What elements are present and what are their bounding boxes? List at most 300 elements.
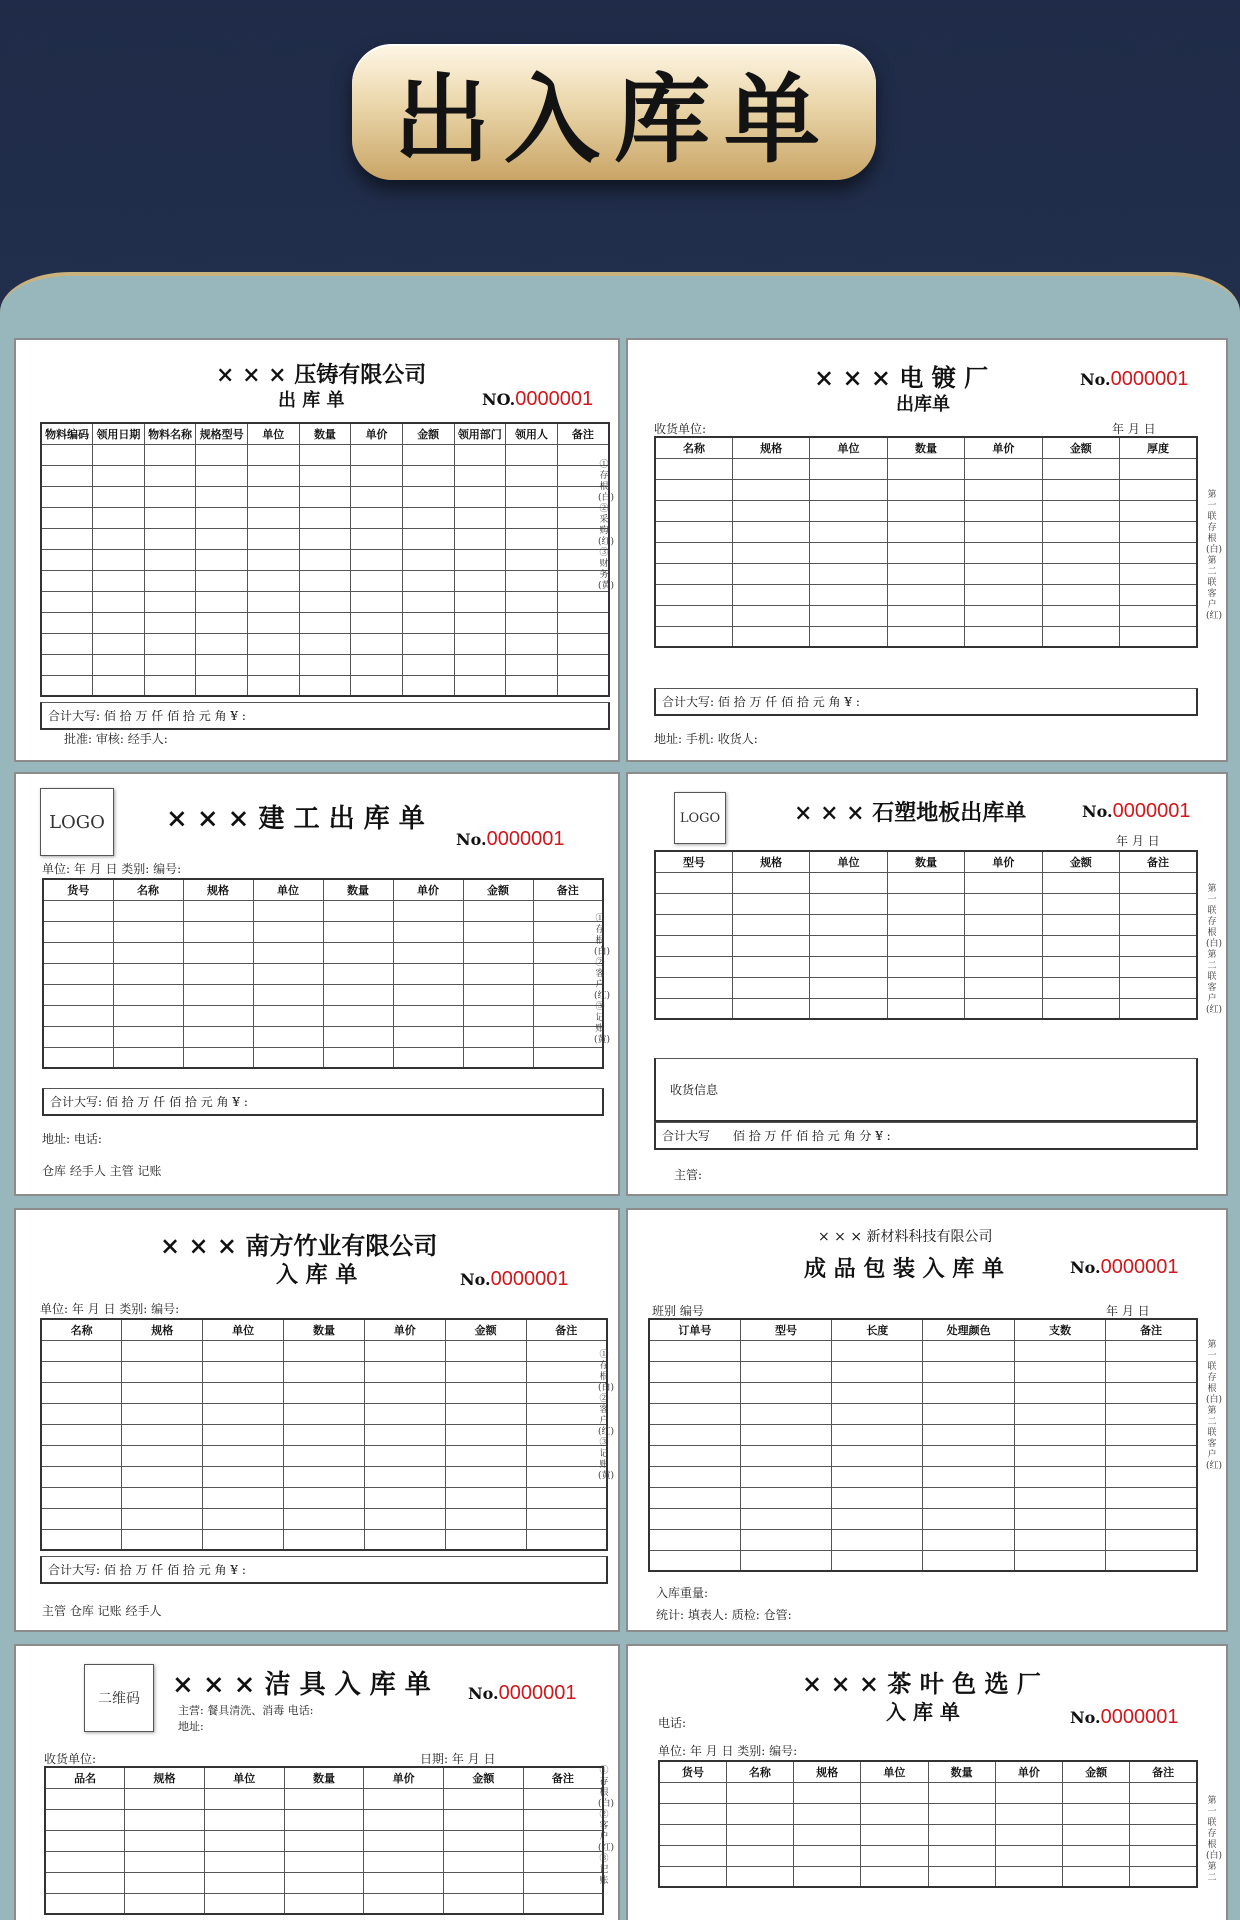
- table-cell: [526, 1529, 607, 1550]
- table-cell: [923, 1361, 1014, 1382]
- column-header: 单位: [810, 851, 887, 872]
- table-cell: [533, 1047, 603, 1068]
- column-header: 规格: [732, 851, 809, 872]
- table-cell: [1120, 500, 1197, 521]
- table-cell: [364, 1851, 444, 1872]
- table-cell: [93, 444, 145, 465]
- table-cell: [887, 977, 964, 998]
- table-row: [45, 1830, 603, 1851]
- table-cell: [523, 1830, 603, 1851]
- table-cell: [810, 563, 887, 584]
- table-cell: [393, 1005, 463, 1026]
- table-cell: [1042, 935, 1119, 956]
- table-row: [41, 549, 609, 570]
- table-cell: [995, 1782, 1062, 1803]
- table-cell: [43, 921, 113, 942]
- table-cell: [506, 591, 558, 612]
- table-cell: [445, 1403, 526, 1424]
- table-cell: [1042, 977, 1119, 998]
- table-row: [655, 500, 1197, 521]
- table-cell: [122, 1466, 203, 1487]
- table-cell: [144, 591, 196, 612]
- table-cell: [506, 570, 558, 591]
- table-cell: [41, 1403, 122, 1424]
- column-header: 金额: [1042, 851, 1119, 872]
- table-cell: [1014, 1361, 1105, 1382]
- table-cell: [1042, 500, 1119, 521]
- table-cell: [1106, 1529, 1197, 1550]
- column-header: 单位: [248, 423, 300, 444]
- table-cell: [732, 998, 809, 1019]
- column-header: 单价: [393, 879, 463, 900]
- table-cell: [506, 486, 558, 507]
- table-cell: [1014, 1466, 1105, 1487]
- table-cell: [144, 675, 196, 696]
- table-cell: [364, 1487, 445, 1508]
- table-row: [41, 1508, 607, 1529]
- table-row: [43, 1026, 603, 1047]
- table-cell: [364, 1893, 444, 1914]
- table-cell: [732, 479, 809, 500]
- table-cell: [506, 507, 558, 528]
- table-cell: [887, 521, 964, 542]
- table-cell: [203, 1445, 284, 1466]
- table-cell: [832, 1487, 923, 1508]
- column-header: 领用日期: [93, 423, 145, 444]
- table-cell: [810, 893, 887, 914]
- table-cell: [122, 1361, 203, 1382]
- table-cell: [248, 633, 300, 654]
- table-cell: [299, 612, 351, 633]
- table-cell: [203, 1529, 284, 1550]
- inbound-weight-label: 入库重量:: [656, 1586, 709, 1600]
- table-cell: [533, 1026, 603, 1047]
- table-cell: [284, 1830, 364, 1851]
- table-row: [655, 998, 1197, 1019]
- table-cell: [253, 942, 323, 963]
- table-cell: [1014, 1424, 1105, 1445]
- table-cell: [887, 956, 964, 977]
- table-cell: [928, 1824, 995, 1845]
- table-row: [655, 935, 1197, 956]
- table-cell: [965, 605, 1042, 626]
- column-header: 规格: [794, 1761, 861, 1782]
- table-cell: [1042, 956, 1119, 977]
- table-cell: [659, 1824, 726, 1845]
- table-cell: [533, 900, 603, 921]
- table-cell: [284, 1445, 365, 1466]
- table-row: [43, 942, 603, 963]
- table-cell: [144, 570, 196, 591]
- table-cell: [533, 963, 603, 984]
- table-cell: [732, 626, 809, 647]
- table-cell: [887, 605, 964, 626]
- table-row: [649, 1361, 1197, 1382]
- table-cell: [299, 465, 351, 486]
- table-row: [41, 1382, 607, 1403]
- table-cell: [284, 1424, 365, 1445]
- table-cell: [726, 1803, 793, 1824]
- table-cell: [1120, 956, 1197, 977]
- table-cell: [445, 1445, 526, 1466]
- table-cell: [1130, 1866, 1197, 1887]
- form-table: [42, 878, 611, 1069]
- table-cell: [506, 528, 558, 549]
- table-cell: [506, 633, 558, 654]
- table-cell: [810, 521, 887, 542]
- form-footer: 批准: 审核: 经手人:: [64, 732, 168, 746]
- table-cell: [887, 542, 964, 563]
- table-cell: [125, 1788, 205, 1809]
- table-cell: [41, 486, 93, 507]
- column-header: 单位: [810, 437, 887, 458]
- table-cell: [1130, 1782, 1197, 1803]
- table-cell: [444, 1830, 524, 1851]
- table-row: [649, 1550, 1197, 1571]
- table-cell: [810, 542, 887, 563]
- table-cell: [887, 998, 964, 1019]
- table-cell: [41, 1529, 122, 1550]
- column-header: 规格: [125, 1767, 205, 1788]
- table-cell: [125, 1872, 205, 1893]
- table-cell: [655, 479, 732, 500]
- table-cell: [122, 1340, 203, 1361]
- table-cell: [144, 528, 196, 549]
- table-cell: [965, 542, 1042, 563]
- table-cell: [113, 921, 183, 942]
- table-cell: [649, 1361, 740, 1382]
- table-cell: [732, 893, 809, 914]
- table-row: [649, 1445, 1197, 1466]
- table-cell: [284, 1508, 365, 1529]
- table-cell: [43, 1005, 113, 1026]
- table-cell: [351, 570, 403, 591]
- table-cell: [402, 591, 454, 612]
- table-row: [41, 1487, 607, 1508]
- table-cell: [45, 1851, 125, 1872]
- table-cell: [351, 465, 403, 486]
- table-cell: [196, 591, 248, 612]
- table-row: [659, 1782, 1197, 1803]
- table-row: [649, 1403, 1197, 1424]
- table-row: [43, 900, 603, 921]
- table-cell: [523, 1893, 603, 1914]
- table-cell: [995, 1824, 1062, 1845]
- table-cell: [444, 1893, 524, 1914]
- table-cell: [203, 1382, 284, 1403]
- table-cell: [402, 654, 454, 675]
- table-cell: [1120, 521, 1197, 542]
- table-cell: [1120, 605, 1197, 626]
- table-cell: [402, 570, 454, 591]
- table-cell: [1042, 521, 1119, 542]
- table-cell: [928, 1845, 995, 1866]
- table-row: [659, 1845, 1197, 1866]
- table-cell: [1130, 1824, 1197, 1845]
- table-cell: [253, 921, 323, 942]
- table-cell: [1106, 1382, 1197, 1403]
- table-cell: [557, 612, 609, 633]
- table-cell: [93, 486, 145, 507]
- table-cell: [1063, 1803, 1130, 1824]
- table-cell: [526, 1361, 607, 1382]
- table-cell: [1106, 1424, 1197, 1445]
- table-cell: [1130, 1803, 1197, 1824]
- table-row: [655, 458, 1197, 479]
- table-cell: [248, 591, 300, 612]
- table-cell: [1014, 1382, 1105, 1403]
- table-cell: [740, 1403, 831, 1424]
- table-row: [655, 521, 1197, 542]
- form-table: [40, 422, 615, 697]
- form-footer: 主管 仓库 记账 经手人: [42, 1604, 162, 1618]
- table-cell: [923, 1340, 1014, 1361]
- column-header: 处理颜色: [923, 1319, 1014, 1340]
- table-cell: [183, 900, 253, 921]
- table-cell: [923, 1424, 1014, 1445]
- table-row: [41, 444, 609, 465]
- table-cell: [463, 984, 533, 1005]
- column-header: 备注: [1106, 1319, 1197, 1340]
- copy-note: 第一联存根(白) 第二联客户(红): [1206, 490, 1223, 621]
- table-cell: [1014, 1529, 1105, 1550]
- table-cell: [810, 956, 887, 977]
- table-cell: [351, 612, 403, 633]
- table-cell: [810, 914, 887, 935]
- table-cell: [122, 1424, 203, 1445]
- table-cell: [923, 1445, 1014, 1466]
- table-cell: [402, 612, 454, 633]
- table-cell: [93, 528, 145, 549]
- column-header: 金额: [1042, 437, 1119, 458]
- table-cell: [526, 1340, 607, 1361]
- page-title-banner: [352, 44, 876, 180]
- table-cell: [323, 963, 393, 984]
- serial-number: No.0000001: [1070, 1706, 1179, 1728]
- table-cell: [740, 1487, 831, 1508]
- table-cell: [454, 654, 506, 675]
- column-header: 单价: [351, 423, 403, 444]
- table-cell: [832, 1550, 923, 1571]
- table-row: [649, 1382, 1197, 1403]
- form-electroplating-outbound: [626, 338, 1228, 762]
- table-cell: [861, 1803, 928, 1824]
- table-cell: [861, 1824, 928, 1845]
- table-row: [655, 626, 1197, 647]
- table-cell: [965, 458, 1042, 479]
- column-header: 单位: [203, 1319, 284, 1340]
- table-cell: [526, 1466, 607, 1487]
- form-footer: 地址: 手机: 收货人:: [654, 732, 758, 746]
- serial-number: No.0000001: [1082, 800, 1191, 822]
- copy-note: 第一联存根(白) 第二: [1206, 1796, 1223, 1883]
- column-header: 备注: [1130, 1761, 1197, 1782]
- table-cell: [1014, 1445, 1105, 1466]
- table-cell: [41, 528, 93, 549]
- serial-number: No.0000001: [1080, 368, 1189, 390]
- column-header: 单价: [995, 1761, 1062, 1782]
- column-header: 单价: [364, 1319, 445, 1340]
- table-row: [43, 1005, 603, 1026]
- table-cell: [299, 570, 351, 591]
- column-header: 规格: [732, 437, 809, 458]
- table-cell: [454, 591, 506, 612]
- table-cell: [351, 633, 403, 654]
- table-cell: [655, 956, 732, 977]
- table-cell: [445, 1382, 526, 1403]
- table-cell: [533, 942, 603, 963]
- table-cell: [1042, 872, 1119, 893]
- table-cell: [299, 633, 351, 654]
- table-cell: [887, 584, 964, 605]
- table-cell: [41, 591, 93, 612]
- table-cell: [41, 675, 93, 696]
- table-cell: [351, 444, 403, 465]
- table-cell: [1042, 914, 1119, 935]
- table-row: [41, 1445, 607, 1466]
- table-cell: [41, 1508, 122, 1529]
- table-cell: [41, 1445, 122, 1466]
- table-row: [41, 654, 609, 675]
- table-cell: [732, 458, 809, 479]
- table-cell: [1042, 563, 1119, 584]
- table-cell: [810, 935, 887, 956]
- table-row: [655, 479, 1197, 500]
- serial-number: No.0000001: [1070, 1256, 1179, 1278]
- table-cell: [965, 977, 1042, 998]
- table-row: [655, 914, 1197, 935]
- table-cell: [113, 1047, 183, 1068]
- table-cell: [463, 942, 533, 963]
- table-cell: [284, 1893, 364, 1914]
- table-cell: [1042, 998, 1119, 1019]
- column-header: 品名: [45, 1767, 125, 1788]
- form-bamboo-inbound: [14, 1208, 620, 1632]
- table-cell: [204, 1851, 284, 1872]
- copy-note: 第一联存根(白) 第二联客户(红): [1206, 1340, 1223, 1471]
- table-cell: [506, 465, 558, 486]
- column-header: 物料编码: [41, 423, 93, 444]
- form-company-title: × × × 南方竹业有限公司: [160, 1231, 438, 1260]
- form-tea-sorting-inbound: [626, 1644, 1228, 1920]
- table-cell: [196, 633, 248, 654]
- table-cell: [183, 942, 253, 963]
- table-row: [41, 465, 609, 486]
- table-cell: [144, 633, 196, 654]
- table-cell: [299, 654, 351, 675]
- table-cell: [284, 1361, 365, 1382]
- table-cell: [122, 1487, 203, 1508]
- table-cell: [284, 1487, 365, 1508]
- table-cell: [832, 1403, 923, 1424]
- table-cell: [832, 1529, 923, 1550]
- table-cell: [45, 1872, 125, 1893]
- receiving-unit-label: 收货单位:: [654, 422, 707, 436]
- table-cell: [655, 935, 732, 956]
- table-row: [45, 1893, 603, 1914]
- table-row: [41, 612, 609, 633]
- table-cell: [248, 465, 300, 486]
- table-cell: [923, 1487, 1014, 1508]
- table-cell: [1120, 872, 1197, 893]
- table-cell: [740, 1550, 831, 1571]
- table-cell: [203, 1466, 284, 1487]
- table-cell: [732, 872, 809, 893]
- column-header: 名称: [113, 879, 183, 900]
- table-cell: [248, 507, 300, 528]
- table-cell: [463, 963, 533, 984]
- table-row: [659, 1866, 1197, 1887]
- table-cell: [445, 1529, 526, 1550]
- table-cell: [402, 528, 454, 549]
- table-cell: [655, 977, 732, 998]
- table-cell: [454, 486, 506, 507]
- table-cell: [196, 654, 248, 675]
- copy-note: 第一联存根(白) 第二联客户(红): [1206, 884, 1223, 1015]
- table-row: [43, 1047, 603, 1068]
- table-cell: [810, 605, 887, 626]
- table-cell: [402, 465, 454, 486]
- table-cell: [1042, 605, 1119, 626]
- table-cell: [323, 984, 393, 1005]
- total-label: 合计大写: [662, 1129, 711, 1143]
- table-cell: [351, 654, 403, 675]
- table-cell: [655, 872, 732, 893]
- table-cell: [1120, 914, 1197, 935]
- table-cell: [655, 521, 732, 542]
- table-cell: [41, 1466, 122, 1487]
- table-cell: [810, 626, 887, 647]
- table-row: [41, 1466, 607, 1487]
- table-cell: [248, 570, 300, 591]
- table-row: [649, 1487, 1197, 1508]
- table-cell: [1063, 1866, 1130, 1887]
- table-cell: [323, 1005, 393, 1026]
- table-cell: [45, 1893, 125, 1914]
- table-cell: [45, 1830, 125, 1851]
- table-cell: [923, 1550, 1014, 1571]
- form-stone-plastic-floor-outbound: [626, 772, 1228, 1196]
- table-cell: [1042, 584, 1119, 605]
- table-cell: [364, 1445, 445, 1466]
- table-cell: [299, 549, 351, 570]
- table-row: [655, 563, 1197, 584]
- column-header: 型号: [655, 851, 732, 872]
- table-row: [655, 605, 1197, 626]
- column-header: 领用人: [506, 423, 558, 444]
- form-company-title: × × × 电 镀 厂: [814, 363, 989, 392]
- table-cell: [299, 528, 351, 549]
- table-cell: [861, 1866, 928, 1887]
- table-cell: [299, 486, 351, 507]
- serial-number: NO.0000001: [482, 388, 594, 410]
- table-cell: [393, 963, 463, 984]
- form-header-fields: 单位: 年 月 日 类别: 编号:: [40, 1302, 180, 1316]
- table-cell: [444, 1872, 524, 1893]
- table-cell: [1120, 584, 1197, 605]
- table-cell: [1106, 1445, 1197, 1466]
- column-header: 单价: [364, 1767, 444, 1788]
- receiving-unit-label: 收货单位:: [44, 1752, 97, 1766]
- total-amount-row: [654, 1122, 1198, 1150]
- table-cell: [1042, 626, 1119, 647]
- table-cell: [364, 1424, 445, 1445]
- table-cell: [113, 984, 183, 1005]
- table-cell: [506, 444, 558, 465]
- table-cell: [1106, 1466, 1197, 1487]
- table-cell: [113, 1026, 183, 1047]
- column-header: 名称: [41, 1319, 122, 1340]
